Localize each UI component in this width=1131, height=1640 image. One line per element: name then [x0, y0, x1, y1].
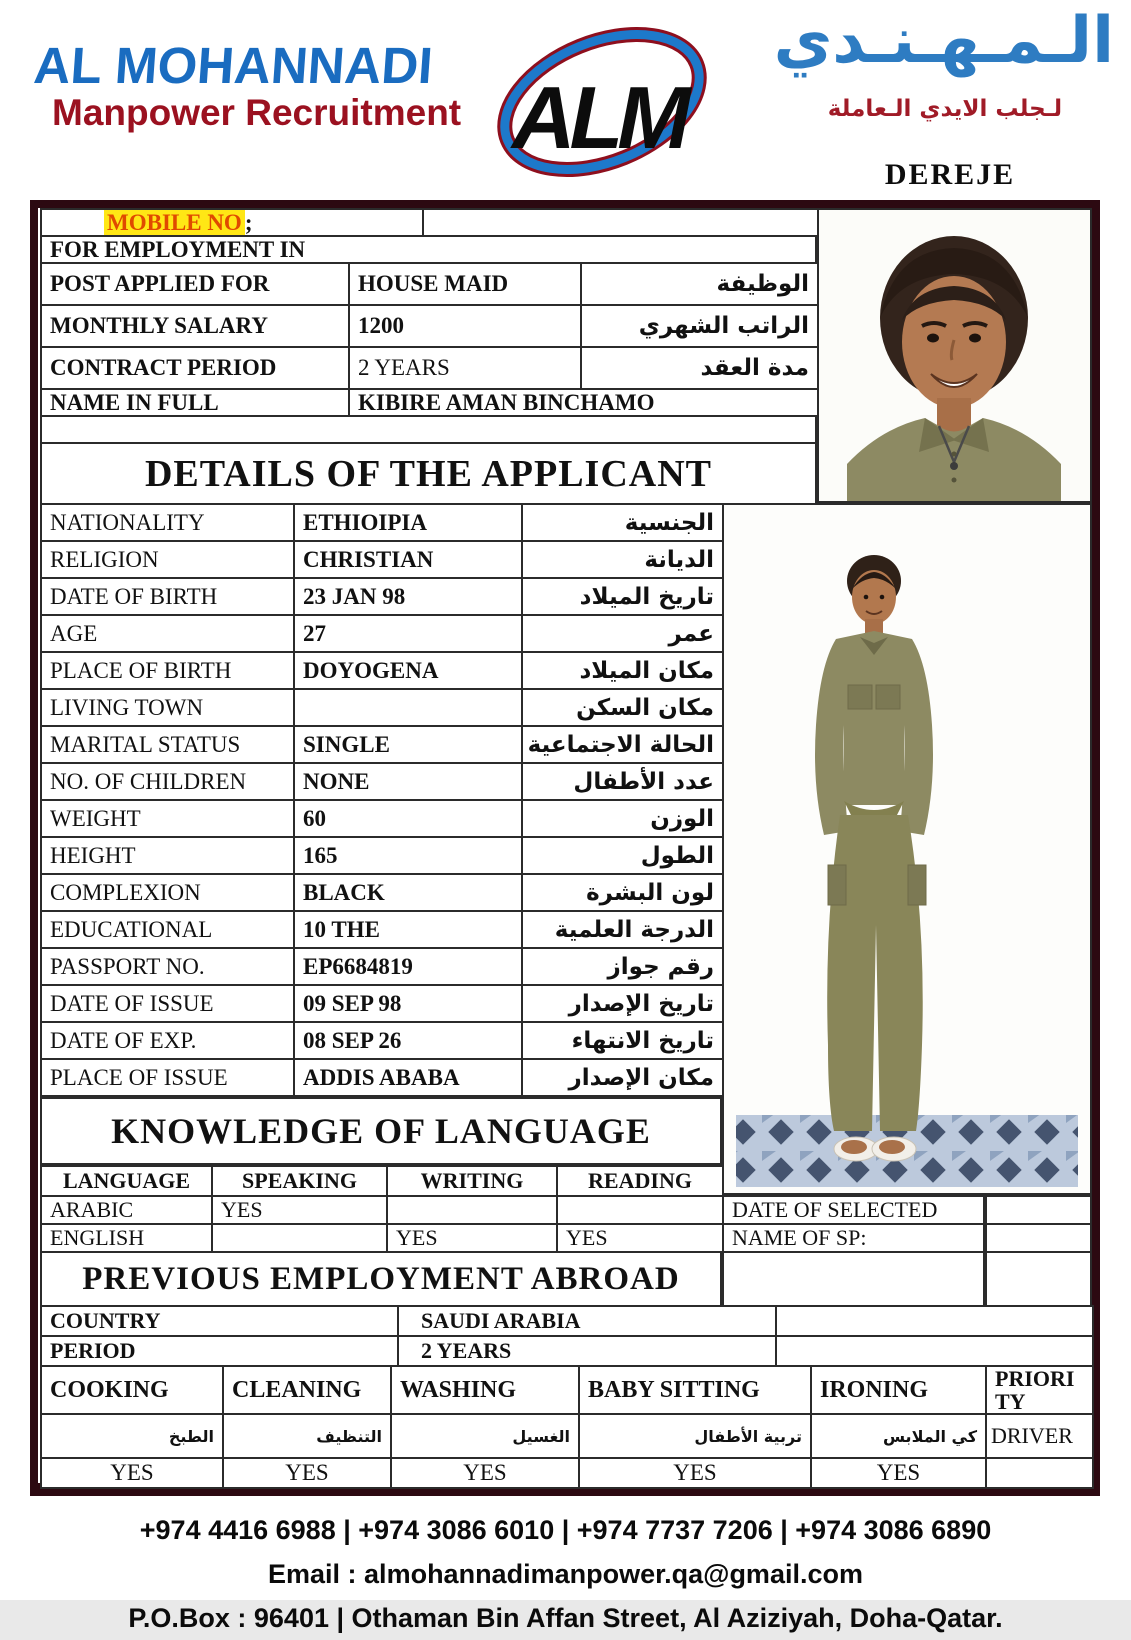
passport-photo — [817, 208, 1092, 503]
detail-value: ADDIS ABABA — [294, 1059, 522, 1096]
detail-value: ETHIOIPIA — [294, 504, 522, 541]
detail-value: SINGLE — [294, 726, 522, 763]
detail-value: 23 JAN 98 — [294, 578, 522, 615]
country-value: SAUDI ARABIA — [398, 1306, 776, 1336]
name-of-sp-label: NAME OF SP: — [722, 1223, 985, 1253]
skill-yes-cooking: YES — [41, 1458, 223, 1488]
contract-period-arabic: مدة العقد — [581, 347, 818, 389]
skill-arabic-cooking: الطبخ — [41, 1414, 223, 1458]
detail-value: NONE — [294, 763, 522, 800]
table-row — [41, 541, 723, 578]
table-row — [41, 689, 723, 726]
footer-contact-block — [0, 1508, 1131, 1640]
contract-period-value: 2 YEARS — [349, 347, 581, 389]
detail-label: DATE OF BIRTH — [41, 578, 294, 615]
language-table — [40, 1165, 724, 1253]
details-heading: DETAILS OF THE APPLICANT — [41, 443, 816, 504]
language-reading: YES — [557, 1224, 723, 1252]
skill-yes-babysitting: YES — [579, 1458, 811, 1488]
period-extra-cell — [776, 1336, 1093, 1366]
detail-value: 27 — [294, 615, 522, 652]
table-row — [41, 504, 723, 541]
skill-arabic-ironing: كي الملابس — [811, 1414, 986, 1458]
mobile-no-suffix: ; — [244, 210, 253, 235]
name-in-full-value: KIBIRE AMAN BINCHAMO — [349, 389, 818, 417]
detail-label: AGE — [41, 615, 294, 652]
skill-header-priority: PRIORITY — [986, 1366, 1093, 1414]
detail-arabic: مكان الإصدار — [522, 1059, 723, 1096]
country-label: COUNTRY — [41, 1306, 398, 1336]
table-row — [41, 800, 723, 837]
date-of-selected-label: DATE OF SELECTED — [722, 1195, 985, 1225]
table-row — [41, 726, 723, 763]
monthly-salary-value: 1200 — [349, 305, 581, 347]
date-of-selected-value — [985, 1195, 1092, 1225]
post-applied-label: POST APPLIED FOR — [41, 263, 349, 305]
table-row — [41, 1022, 723, 1059]
name-of-sp-value — [985, 1223, 1092, 1253]
detail-label: PLACE OF BIRTH — [41, 652, 294, 689]
detail-label: COMPLEXION — [41, 874, 294, 911]
table-row — [41, 1414, 1093, 1458]
detail-label: RELIGION — [41, 541, 294, 578]
table-row — [41, 263, 818, 305]
speaking-col-header: SPEAKING — [212, 1166, 387, 1196]
brand-title: AL MOHANNADI — [32, 37, 435, 94]
post-applied-arabic: الوظيفة — [581, 263, 818, 305]
country-period-table — [40, 1305, 1094, 1367]
table-row — [41, 948, 723, 985]
table-row — [41, 1224, 723, 1252]
skills-table — [40, 1365, 1094, 1489]
detail-arabic: الوزن — [522, 800, 723, 837]
detail-value: 165 — [294, 837, 522, 874]
skill-arabic-cleaning: التنظيف — [223, 1414, 391, 1458]
reading-col-header: READING — [557, 1166, 723, 1196]
table-row — [41, 652, 723, 689]
detail-label: WEIGHT — [41, 800, 294, 837]
detail-value: 08 SEP 26 — [294, 1022, 522, 1059]
table-row — [41, 305, 818, 347]
detail-arabic: تاريخ الميلاد — [522, 578, 723, 615]
table-row — [41, 911, 723, 948]
table-row — [41, 1306, 1093, 1336]
spacer-row-table — [40, 415, 817, 444]
skill-yes-washing: YES — [391, 1458, 579, 1488]
mobile-row-table — [40, 208, 819, 238]
language-heading: KNOWLEDGE OF LANGUAGE — [40, 1097, 722, 1165]
employment-heading-spacer — [722, 1251, 985, 1307]
table-row — [41, 1166, 723, 1196]
skill-header-cleaning: CLEANING — [223, 1366, 391, 1414]
detail-label: HEIGHT — [41, 837, 294, 874]
post-applied-value: HOUSE MAID — [349, 263, 581, 305]
brand-subtitle: Manpower Recruitment — [52, 92, 462, 133]
arabic-company-title: الـمـهـنـدي — [773, 4, 1114, 78]
period-value: 2 YEARS — [398, 1336, 776, 1366]
language-speaking — [212, 1224, 387, 1252]
skill-header-babysitting: BABY SITTING — [579, 1366, 811, 1414]
skill-header-cooking: COOKING — [41, 1366, 223, 1414]
detail-value: CHRISTIAN — [294, 541, 522, 578]
table-row — [41, 1059, 723, 1096]
detail-label: PASSPORT NO. — [41, 948, 294, 985]
country-extra-cell — [776, 1306, 1093, 1336]
language-name: ENGLISH — [41, 1224, 212, 1252]
table-row — [41, 763, 723, 800]
monthly-salary-arabic: الراتب الشهري — [581, 305, 818, 347]
detail-arabic: تاريخ الانتهاء — [522, 1022, 723, 1059]
skill-yes-cleaning: YES — [223, 1458, 391, 1488]
detail-arabic: عمر — [522, 615, 723, 652]
skill-arabic-babysitting: تربية الأطفال — [579, 1414, 811, 1458]
contract-period-label: CONTRACT PERIOD — [41, 347, 349, 389]
arabic-company-subtitle: لـجلب الايدي الـعاملة — [827, 96, 1063, 122]
language-name: ARABIC — [41, 1196, 212, 1224]
for-employment-in-label: FOR EMPLOYMENT IN — [41, 236, 816, 264]
detail-value: BLACK — [294, 874, 522, 911]
detail-arabic: الطول — [522, 837, 723, 874]
employment-heading-spacer — [985, 1251, 1092, 1307]
detail-value: EP6684819 — [294, 948, 522, 985]
table-row — [41, 985, 723, 1022]
detail-value — [294, 689, 522, 726]
employment-row-table — [40, 235, 817, 265]
post-salary-contract-table — [40, 262, 819, 390]
footer-phones: +974 4416 6988 | +974 3086 6010 | +974 7737 7206 | +974 3086 6890 — [139, 1515, 992, 1545]
table-row — [41, 347, 818, 389]
skill-arabic-washing: الغسيل — [391, 1414, 579, 1458]
detail-arabic: الحالة الاجتماعية — [522, 726, 723, 763]
detail-arabic: الديانة — [522, 541, 723, 578]
detail-arabic: مكان الميلاد — [522, 652, 723, 689]
detail-label: LIVING TOWN — [41, 689, 294, 726]
period-label: PERIOD — [41, 1336, 398, 1366]
table-row — [41, 1336, 1093, 1366]
alm-logo — [492, 10, 714, 190]
agent-name: DEREJE — [884, 158, 1016, 191]
language-col-header: LANGUAGE — [41, 1166, 212, 1196]
footer-email: Email : almohannadimanpower.qa@gmail.com — [268, 1559, 863, 1589]
language-writing: YES — [387, 1224, 557, 1252]
language-writing — [387, 1196, 557, 1224]
table-row — [41, 1458, 1093, 1488]
detail-label: DATE OF EXP. — [41, 1022, 294, 1059]
table-row — [41, 1366, 1093, 1414]
detail-label: PLACE OF ISSUE — [41, 1059, 294, 1096]
table-row — [41, 1196, 723, 1224]
detail-arabic: الجنسية — [522, 504, 723, 541]
detail-label: MARITAL STATUS — [41, 726, 294, 763]
skill-header-washing: WASHING — [391, 1366, 579, 1414]
detail-value: 10 THE — [294, 911, 522, 948]
detail-value: DOYOGENA — [294, 652, 522, 689]
table-row — [41, 837, 723, 874]
details-heading-table — [40, 442, 817, 505]
detail-arabic: الدرجة العلمية — [522, 911, 723, 948]
details-table — [40, 503, 724, 1097]
detail-arabic: رقم جواز — [522, 948, 723, 985]
name-in-full-label: NAME IN FULL — [41, 389, 349, 417]
detail-label: DATE OF ISSUE — [41, 985, 294, 1022]
mobile-no-label: MOBILE NO — [104, 210, 245, 235]
detail-arabic: لون البشرة — [522, 874, 723, 911]
table-row — [41, 578, 723, 615]
detail-label: NATIONALITY — [41, 504, 294, 541]
spacer-cell — [41, 416, 816, 443]
detail-arabic: عدد الأطفال — [522, 763, 723, 800]
language-reading — [557, 1196, 723, 1224]
detail-arabic: تاريخ الإصدار — [522, 985, 723, 1022]
skill-header-ironing: IRONING — [811, 1366, 986, 1414]
detail-value: 09 SEP 98 — [294, 985, 522, 1022]
detail-arabic: مكان السكن — [522, 689, 723, 726]
language-speaking: YES — [212, 1196, 387, 1224]
writing-col-header: WRITING — [387, 1166, 557, 1196]
detail-label: NO. OF CHILDREN — [41, 763, 294, 800]
employment-heading: PREVIOUS EMPLOYMENT ABROAD — [40, 1251, 722, 1307]
table-row — [41, 874, 723, 911]
skill-yes-priority — [986, 1458, 1093, 1488]
mobile-no-value-cell — [423, 209, 818, 237]
detail-label: EDUCATIONAL — [41, 911, 294, 948]
skill-yes-ironing: YES — [811, 1458, 986, 1488]
detail-value: 60 — [294, 800, 522, 837]
monthly-salary-label: MONTHLY SALARY — [41, 305, 349, 347]
alm-logo-text: ALM — [512, 68, 685, 167]
full-body-photo — [722, 503, 1092, 1195]
footer-address: P.O.Box : 96401 | Othaman Bin Affan Street, Al Aziziyah, Doha-Qatar. — [128, 1603, 1003, 1633]
mobile-no-cell — [41, 209, 423, 237]
table-row — [41, 615, 723, 652]
name-row-table — [40, 388, 819, 418]
priority-value: DRIVER — [986, 1414, 1093, 1458]
